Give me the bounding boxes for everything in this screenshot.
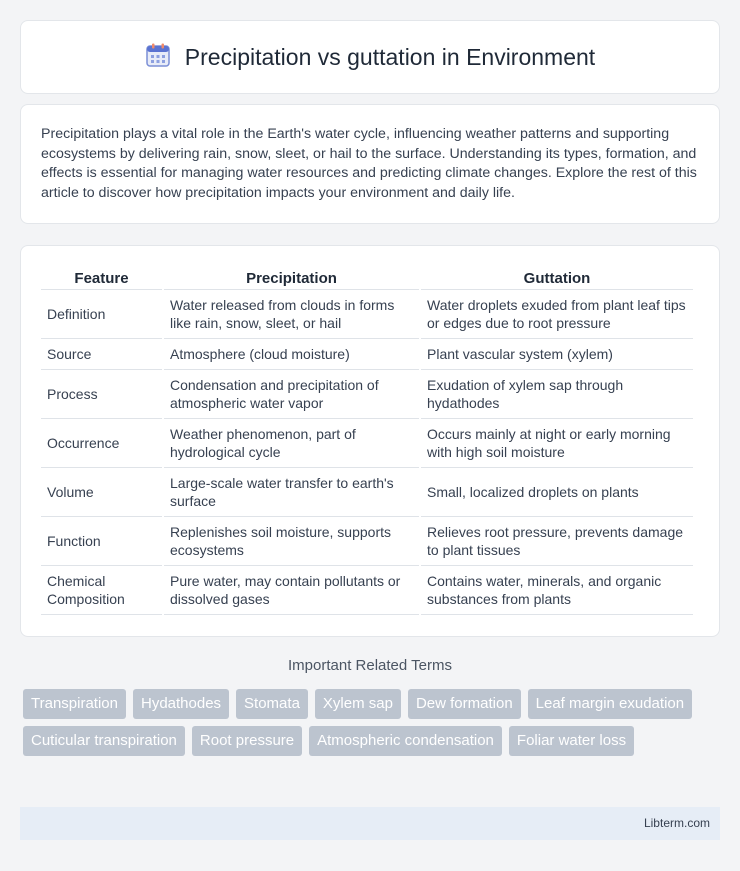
table-cell: Relieves root pressure, prevents damage to plant tissues [421,517,693,566]
column-header: Precipitation [164,268,419,290]
calendar-icon [145,42,171,73]
table-cell: Occurs mainly at night or early morning with high soil moisture [421,419,693,468]
table-cell: Volume [41,468,162,517]
table-cell: Plant vascular system (xylem) [421,339,693,370]
table-cell: Occurrence [41,419,162,468]
table-cell: Condensation and precipitation of atmospheric water vapor [164,370,419,419]
table-cell: Water droplets exuded from plant leaf tips or edges due to root pressure [421,290,693,339]
related-terms-title: Important Related Terms [288,657,452,674]
table-row [41,517,693,566]
tag-foliar-water-loss[interactable]: Foliar water loss [509,726,634,756]
comparison-table [39,268,695,615]
table-cell: Replenishes soil moisture, supports ecosystems [164,517,419,566]
tag-xylem-sap[interactable]: Xylem sap [315,689,401,719]
table-row [41,370,693,419]
related-terms-list [23,689,723,756]
tag-leaf-margin-exudation[interactable]: Leaf margin exudation [528,689,692,719]
header-card [20,20,720,94]
table-row [41,290,693,339]
footer [20,807,720,840]
table-cell: Small, localized droplets on plants [421,468,693,517]
table-row [41,566,693,615]
intro-paragraph: Precipitation plays a vital role in the Earth's water cycle, influencing weather patterns and supporting ecosystems by delivering rain, snow, sleet, or hail to the surface. Understanding its types, formation, and effects is essential for managing water resources and predicting climate changes. Explore the rest of this article to discover how precipitation impacts your environment and daily life. [41,126,697,201]
column-header: Feature [41,268,162,290]
tag-hydathodes[interactable]: Hydathodes [133,689,229,719]
tag-cuticular-transpiration[interactable]: Cuticular transpiration [23,726,185,756]
column-header: Guttation [421,268,693,290]
tag-transpiration[interactable]: Transpiration [23,689,126,719]
table-cell: Large-scale water transfer to earth's surface [164,468,419,517]
table-row [41,468,693,517]
table-cell: Function [41,517,162,566]
intro-card [20,104,720,224]
tag-dew-formation[interactable]: Dew formation [408,689,521,719]
table-header-row [41,268,693,290]
tag-root-pressure[interactable]: Root pressure [192,726,302,756]
table-cell: Exudation of xylem sap through hydathodes [421,370,693,419]
comparison-card [20,245,720,637]
page-title: Precipitation vs guttation in Environment [184,43,596,70]
table-cell: Contains water, minerals, and organic substances from plants [421,566,693,615]
table-cell: Water released from clouds in forms like rain, snow, sleet, or hail [164,290,419,339]
table-cell: Definition [41,290,162,339]
table-cell: Weather phenomenon, part of hydrological cycle [164,419,419,468]
table-row [41,339,693,370]
tag-atmospheric-condensation[interactable]: Atmospheric condensation [309,726,502,756]
table-cell: Process [41,370,162,419]
tag-stomata[interactable]: Stomata [236,689,308,719]
table-cell: Pure water, may contain pollutants or dissolved gases [164,566,419,615]
table-cell: Atmosphere (cloud moisture) [164,339,419,370]
table-row [41,419,693,468]
table-cell: Chemical Composition [41,566,162,615]
table-cell: Source [41,339,162,370]
footer-site-link[interactable]: Libterm.com [643,816,710,830]
